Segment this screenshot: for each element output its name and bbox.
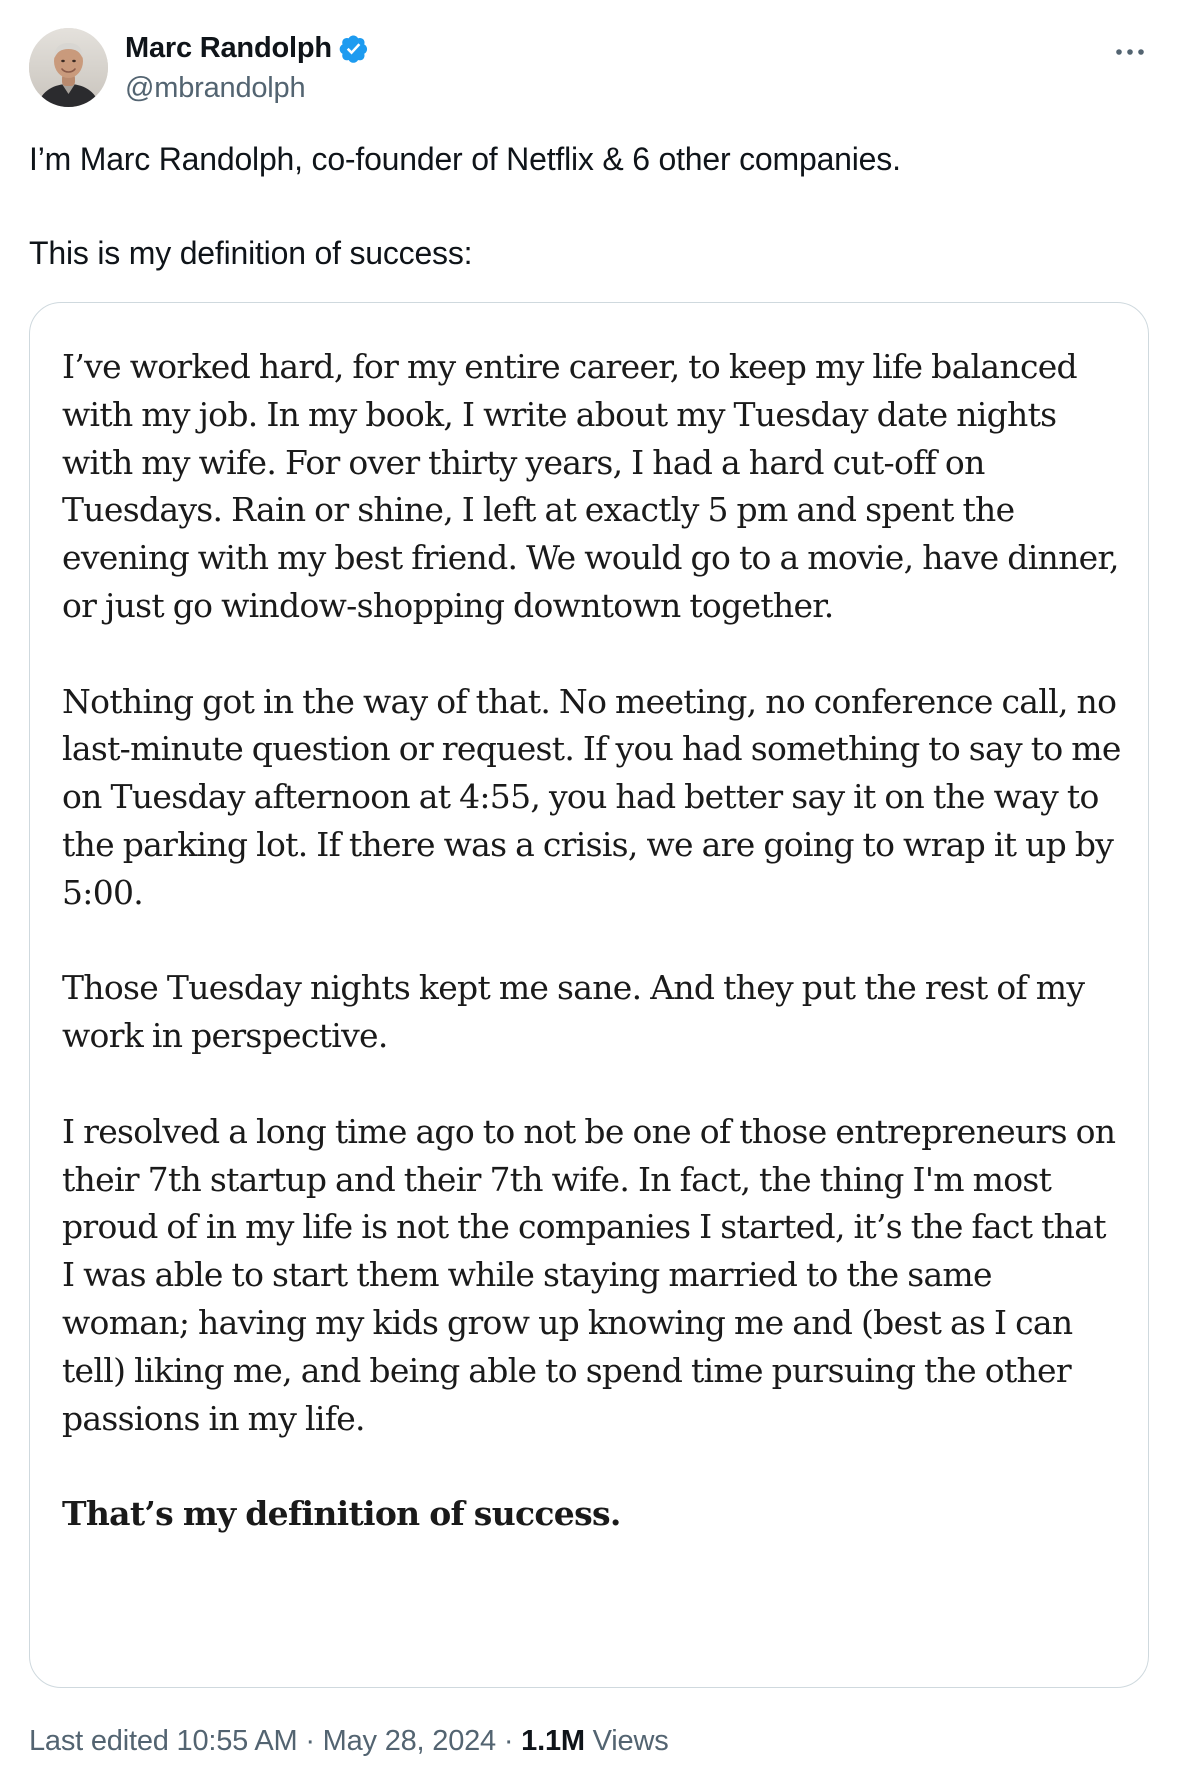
tweet-date[interactable]: May 28, 2024 <box>322 1725 496 1757</box>
media-paragraph: I resolved a long time ago to not be one of those entrepreneurs on their 7th startup and their 7th wife. In fact, the thing I'm most proud of in my life is not the companies I started, it’s the fact that I was able to start them while staying married to the same woman; having my kids grow up knowing me and (best as I can tell) liking me, and being able to spend time pursuing the other passions in my life. <box>62 1111 1116 1438</box>
edited-timestamp[interactable]: Last edited 10:55 AM <box>29 1725 298 1757</box>
views-label: Views <box>584 1725 669 1757</box>
media-paragraph: Those Tuesday nights kept me sane. And they put the rest of my work in perspective. <box>62 968 1085 1056</box>
author-names <box>125 30 369 105</box>
tweet-header <box>29 28 1153 108</box>
quoted-text-image <box>62 343 1122 1538</box>
tweet-text-line: This is my definition of success: <box>29 235 473 271</box>
tweet-text <box>29 136 1149 276</box>
meta-separator: · <box>297 1725 323 1757</box>
media-image[interactable] <box>29 302 1149 1688</box>
display-name-row <box>125 30 369 66</box>
media-closing-line: That’s my definition of success. <box>62 1494 621 1534</box>
display-name[interactable]: Marc Randolph <box>125 31 332 64</box>
avatar[interactable] <box>29 28 108 107</box>
media-paragraph: Nothing got in the way of that. No meeting, no conference call, no last-minute question or request. If you had something to say to me on Tuesday afternoon at 4:55, you had better say it on the way to the parking lot. If there was a crisis, we are going to wrap it up by 5:00. <box>62 681 1121 912</box>
meta-separator: · <box>495 1725 522 1757</box>
more-horizontal-icon <box>1115 48 1145 56</box>
more-options-button[interactable] <box>1107 34 1153 70</box>
views-count: 1.1M <box>521 1725 585 1757</box>
tweet-text-line: I’m Marc Randolph, co-founder of Netflix & 6 other companies. <box>29 141 901 177</box>
media-paragraph: I’ve worked hard, for my entire career, to keep my life balanced with my job. In my book, I write about my Tuesday date nights with my wife. For over thirty years, I had a hard cut-off on Tuesdays. Rain or shine, I left at exactly 5 pm and spent the evening with my best friend. We would go to a movie, have dinner, or just go window-shopping downtown together. <box>62 347 1119 625</box>
tweet-meta <box>29 1725 669 1758</box>
verified-badge-icon <box>338 33 369 64</box>
author-handle[interactable]: @mbrandolph <box>125 72 306 104</box>
avatar-photo-icon <box>29 28 108 107</box>
